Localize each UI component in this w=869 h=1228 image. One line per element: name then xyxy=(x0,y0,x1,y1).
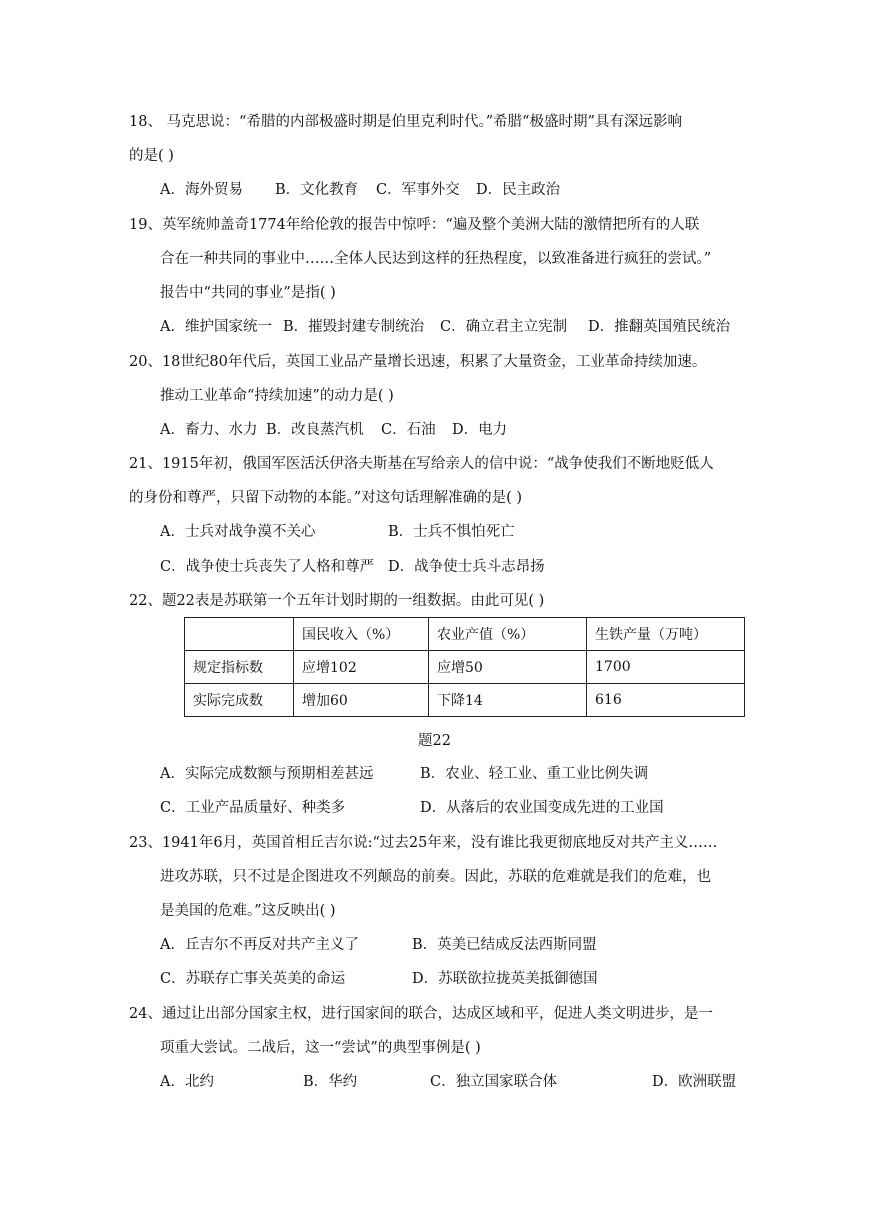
option-d: D．欧洲联盟 xyxy=(652,1074,737,1090)
table-header-cell: 农业产值（%） xyxy=(429,618,587,651)
option-c: C．独立国家联合体 xyxy=(430,1074,558,1090)
option-a: A．海外贸易 xyxy=(160,182,243,198)
question-text: 的是( ) xyxy=(129,148,174,164)
option-c: C．战争使士兵丧失了人格和尊严 xyxy=(160,559,375,575)
option-a: A．丘吉尔不再反对共产主义了 xyxy=(160,937,359,953)
question-text: 18、 马克思说：“希腊的内部极盛时期是伯里克利时代。”希腊“极盛时期”具有深远影响 xyxy=(129,114,682,130)
option-a: A．北约 xyxy=(160,1074,214,1090)
question-text: 21、1915年初，俄国军医活沃伊洛夫斯基在写给亲人的信中说：“战争使我们不断地贬低人 xyxy=(129,456,714,472)
option-d: D．战争使士兵斗志昂扬 xyxy=(388,559,545,575)
table-row xyxy=(185,684,745,717)
option-c: C．军事外交 xyxy=(376,182,460,198)
option-c: C．确立君主立宪制 xyxy=(440,319,568,335)
table-cell: 增加60 xyxy=(294,684,429,717)
question-text: 推动工业革命“持续加速”的动力是( ) xyxy=(160,388,394,404)
table-cell: 应增50 xyxy=(429,651,587,684)
option-b: B．英美已结成反法西斯同盟 xyxy=(412,937,597,953)
option-b: B．农业、轻工业、重工业比例失调 xyxy=(420,766,649,782)
option-b: B．摧毁封建专制统治 xyxy=(283,319,425,335)
table-cell: 规定指标数 xyxy=(185,651,294,684)
option-b: B．文化教育 xyxy=(275,182,359,198)
question-text: 19、英军统帅盖奇1774年给伦敦的报告中惊呼：“遍及整个美洲大陆的激情把所有的人联 xyxy=(129,217,700,233)
question-text: 进攻苏联，只不过是企图进攻不列颠岛的前奏。因此，苏联的危难就是我们的危难，也 xyxy=(160,869,711,885)
option-a: A．士兵对战争漠不关心 xyxy=(160,524,316,540)
table-cell: 616 xyxy=(587,684,745,717)
option-d: D．推翻英国殖民统治 xyxy=(588,319,731,335)
option-d: D．电力 xyxy=(452,422,508,438)
question-text: 24、通过让出部分国家主权，进行国家间的联合，达成区域和平，促进人类文明进步，是一 xyxy=(129,1006,713,1022)
question-text: 的身份和尊严，只留下动物的本能。”对这句话理解准确的是( ) xyxy=(129,490,523,506)
option-c: C．苏联存亡事关英美的命运 xyxy=(160,971,346,987)
table-header-cell: 生铁产量（万吨） xyxy=(587,618,745,651)
question-text: 是美国的危难。”这反映出( ) xyxy=(160,903,336,919)
table-row xyxy=(185,651,745,684)
table-cell: 下降14 xyxy=(429,684,587,717)
table-cell: 实际完成数 xyxy=(185,684,294,717)
question-text: 20、18世纪80年代后，英国工业品产量增长迅速，积累了大量资金，工业革命持续加速。 xyxy=(129,354,707,370)
option-a: A．畜力、水力 xyxy=(160,422,258,438)
table-header-cell: 国民收入（%） xyxy=(294,618,429,651)
option-b: B．华约 xyxy=(303,1074,358,1090)
question-text: 23、1941年6月，英国首相丘吉尔说:“过去25年来，没有谁比我更彻底地反对共产主义…… xyxy=(129,835,718,851)
option-a: A．维护国家统一 xyxy=(160,319,272,335)
table-header-cell xyxy=(185,618,294,651)
option-d: D．苏联欲拉拢英美抵御德国 xyxy=(412,971,598,987)
table-caption: 题22 xyxy=(418,733,451,749)
option-c: C．工业产品质量好、种类多 xyxy=(160,800,346,816)
table-header-row xyxy=(185,618,745,651)
question-text: 22、题22表是苏联第一个五年计划时期的一组数据。由此可见( ) xyxy=(129,593,545,609)
table-cell: 1700 xyxy=(587,651,745,684)
table-cell: 应增102 xyxy=(294,651,429,684)
question-text: 项重大尝试。二战后，这一“尝试”的典型事例是( ) xyxy=(160,1040,481,1056)
question-text: 合在一种共同的事业中……全体人民达到这样的狂热程度，以致准备进行疯狂的尝试。” xyxy=(160,251,712,267)
option-b: B．士兵不惧怕死亡 xyxy=(388,524,515,540)
question-text: 报告中“共同的事业”是指( ) xyxy=(160,285,336,301)
option-d: D．从落后的农业国变成先进的工业国 xyxy=(420,800,664,816)
data-table xyxy=(184,617,745,717)
option-a: A．实际完成数额与预期相差甚远 xyxy=(160,766,374,782)
option-c: C．石油 xyxy=(381,422,436,438)
option-b: B．改良蒸汽机 xyxy=(266,422,364,438)
option-d: D．民主政治 xyxy=(476,182,561,198)
